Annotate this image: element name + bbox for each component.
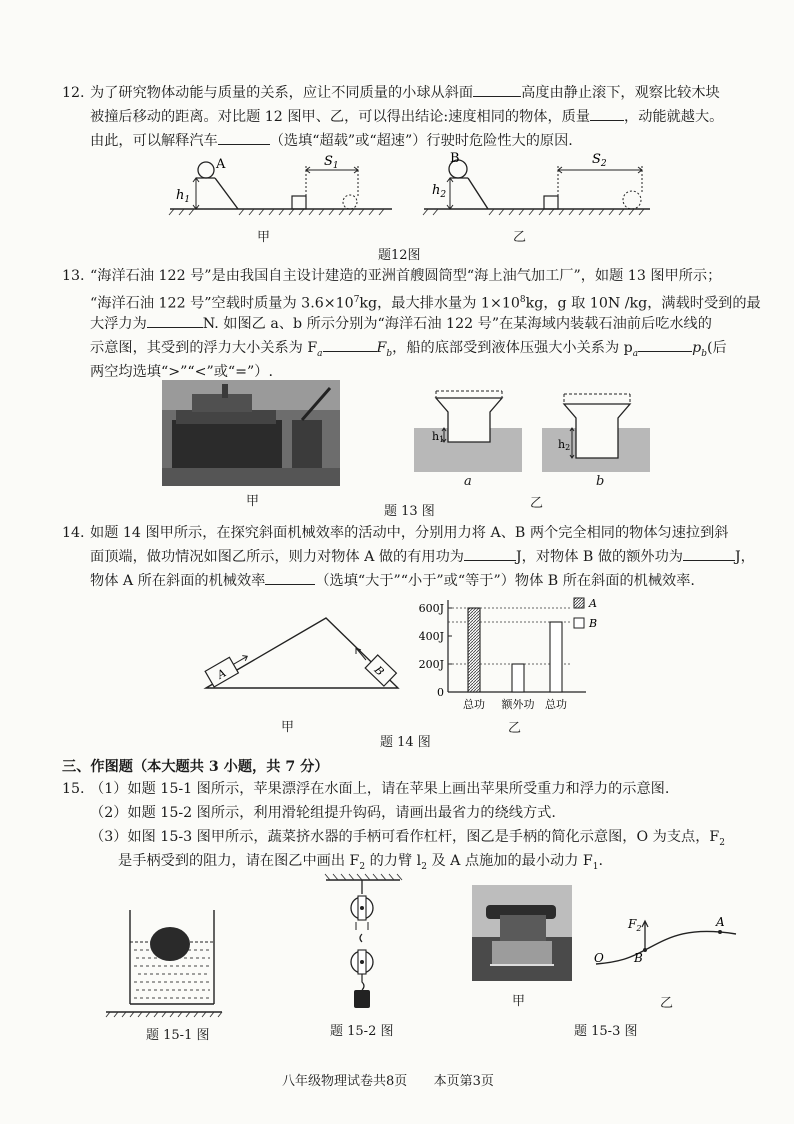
page-footer [282, 1070, 494, 1089]
question-number: 14. [62, 525, 85, 541]
figure-caption: 题 15-3 图 [574, 1024, 638, 1039]
q13-line5: 两空均选填“>”“<”或“=”）. [90, 364, 274, 380]
q15-part3-line2: 是手柄受到的阻力，请在图乙中画出 $F_2$ 的力臂 $l_2$ 及 A 点施加的最小动力 $F_1$. [118, 853, 604, 872]
chart-legend [574, 597, 597, 630]
legend-swatch-b [574, 618, 584, 628]
question-number: 15. [62, 781, 85, 797]
q12-line3: 由此，可以解释汽车 （选填“超载”或“超速”）行驶时危险性大的原因. [90, 130, 573, 153]
h1-label: h1 [432, 430, 445, 444]
label-jia: 甲 [257, 230, 271, 245]
q15-part3-line1: （3）如图 15-3 图甲所示，蔬菜挤水器的手柄可看作杠杆，图乙是手柄的简化示意图，O 为支点，$F_2$ [90, 829, 725, 848]
point-a-label: A [716, 915, 725, 929]
bar-b-2 [550, 622, 562, 692]
figure-caption: 题 13 图 [384, 504, 435, 519]
q14-line2: 面顶端，做功情况如图乙所示，则力对物体 A 做的有用功为 J，对物体 B 做的额外功为 J， [90, 546, 755, 569]
figure-caption: 题 15-1 图 [146, 1028, 210, 1043]
photo-illustration [472, 885, 572, 981]
legend-swatch-a [574, 598, 584, 608]
label-b: b [596, 474, 605, 489]
y-tick-label: 400J [418, 630, 444, 643]
answer-blank[interactable] [323, 337, 377, 352]
answer-blank[interactable] [683, 546, 735, 561]
q13-figure-b [542, 390, 650, 472]
answer-blank[interactable] [464, 546, 516, 561]
apple-in-water-figure [104, 900, 224, 1020]
table-hatching [106, 1012, 222, 1017]
ground-hatching [169, 209, 384, 215]
label-jia: 甲 [246, 494, 260, 509]
h2-label: $h_2$ [432, 183, 447, 200]
wood-block [292, 196, 306, 209]
x-tick-label: 总功 [545, 698, 567, 711]
block-b-label: B [371, 663, 387, 679]
answer-blank[interactable] [638, 337, 692, 352]
label-yi: 乙 [530, 496, 544, 511]
answer-blank[interactable] [265, 570, 315, 585]
label-yi: 乙 [508, 721, 522, 736]
ghost-ball [623, 191, 641, 209]
answer-blank[interactable] [473, 82, 521, 97]
q13-line2: “海洋石油 122 号”空载时质量为 $3.6\times 10^7kg$，最大排水量为 $1\times 10^8kg$，g 取 10N /kg，满载时受到的最 [90, 295, 761, 312]
q12-figure-jia [160, 152, 400, 222]
pulley-system-figure [318, 872, 408, 1012]
x-tick-label: 总功 [463, 698, 485, 711]
block-a-label: A [214, 666, 229, 682]
work-bar-chart [410, 596, 610, 716]
q12-figure-yi [420, 152, 660, 222]
label-a: a [464, 474, 472, 489]
block-a-group [205, 649, 252, 687]
lever-diagram [590, 912, 740, 982]
figure-caption: 题 14 图 [380, 735, 431, 750]
figure-caption: 题12图 [378, 248, 421, 263]
y-tick-label: 600J [418, 602, 444, 615]
question-number: 12. [62, 85, 85, 101]
q14-line3: 物体 A 所在斜面的机械效率 （选填“大于”“小于”或“等于”）物体 B 所在斜面的机械效率. [90, 570, 695, 593]
legend-label-a: A [589, 597, 597, 610]
footer-page-number: 本页第3页 [433, 1074, 494, 1089]
ceiling-hatching [325, 874, 402, 880]
ball-a-label: A [216, 157, 226, 172]
q15-part1: （1）如题 15-1 图所示，苹果漂浮在水面上，请在苹果上画出苹果所受重力和浮力的示意图. [90, 781, 670, 797]
footer-total-pages: 八年级物理试卷共8页 [282, 1074, 408, 1089]
answer-blank[interactable] [218, 130, 270, 145]
s1-label: $S_1$ [324, 154, 339, 171]
ball-b-label: B [450, 152, 460, 166]
apple [150, 927, 190, 961]
lever-handle-curve [596, 931, 736, 964]
legend-label-b: B [589, 617, 598, 630]
pivot-o-label: O [594, 951, 604, 965]
q15-part2: （2）如题 15-2 图所示，利用滑轮组提升钩码，请画出最省力的绕线方式. [90, 805, 556, 821]
q12-line2: 被撞后移动的距离。对比题 12 图甲、乙，可以得出结论:速度相同的物体，质量 ，动能就越大。 [90, 106, 723, 129]
y-tick-label: 200J [418, 658, 444, 671]
lower-hook [362, 974, 364, 990]
y-tick-label: 0 [437, 686, 444, 699]
bar-a-0 [468, 608, 480, 692]
q12-line1: 为了研究物体动能与质量的关系，应让不同质量的小球从斜面 高度由静止滚下，观察比较木块 [90, 82, 720, 105]
incline-triangle [206, 618, 398, 688]
point-b-label: B [634, 951, 643, 965]
q13-figure-a [414, 390, 522, 472]
oil-platform-photo [162, 380, 340, 486]
bar-b-1 [512, 664, 524, 692]
ramp-slope [215, 178, 238, 209]
answer-blank[interactable] [590, 106, 624, 121]
s2-label: $S_2$ [592, 152, 607, 169]
answer-blank[interactable] [147, 313, 203, 328]
q14-line1: 如题 14 图甲所示，在探究斜面机械效率的活动中，分别用力将 A、B 两个完全相同的物体匀速拉到斜 [90, 525, 729, 541]
h1-label: $h_1$ [176, 188, 191, 205]
label-yi: 乙 [660, 996, 674, 1011]
ramp-slope [468, 178, 488, 209]
label-jia: 甲 [512, 994, 526, 1009]
q13-line1: “海洋石油 122 号”是由我国自主设计建造的亚洲首艘圆筒型“海上油气加工厂”，如题 13 图甲所示； [90, 268, 722, 284]
x-tick-label: 额外功 [501, 698, 535, 711]
q13-line4: 示意图，其受到的浮力大小关系为 $F_a$ $F_b$，船的底部受到液体压强大小关系为 $p_a$ $p_b$(后 [90, 337, 727, 366]
label-yi: 乙 [513, 230, 527, 245]
section-title: 三、作图题（本大题共 3 小题，共 7 分） [62, 759, 329, 775]
photo-illustration [162, 380, 340, 486]
label-jia: 甲 [281, 720, 295, 735]
q13-line3: 大浮力为 N. 如图乙 a、b 所示分别为“海洋石油 122 号”在某海域内装载石油前后吃水线的 [90, 313, 712, 336]
wood-block [544, 196, 558, 209]
force-f2-label: $F_2$ [628, 917, 642, 933]
ball-a [198, 162, 214, 178]
question-number: 13. [62, 268, 85, 284]
h2-label: h2 [558, 438, 571, 452]
q14-incline-figure [198, 610, 408, 700]
point-a-dot [718, 930, 722, 934]
ghost-ball [343, 195, 357, 209]
hook-weight [354, 990, 370, 1008]
ground-hatching [423, 209, 644, 215]
vegetable-squeezer-photo [472, 885, 572, 981]
hook [360, 934, 362, 942]
figure-caption: 题 15-2 图 [330, 1024, 394, 1039]
